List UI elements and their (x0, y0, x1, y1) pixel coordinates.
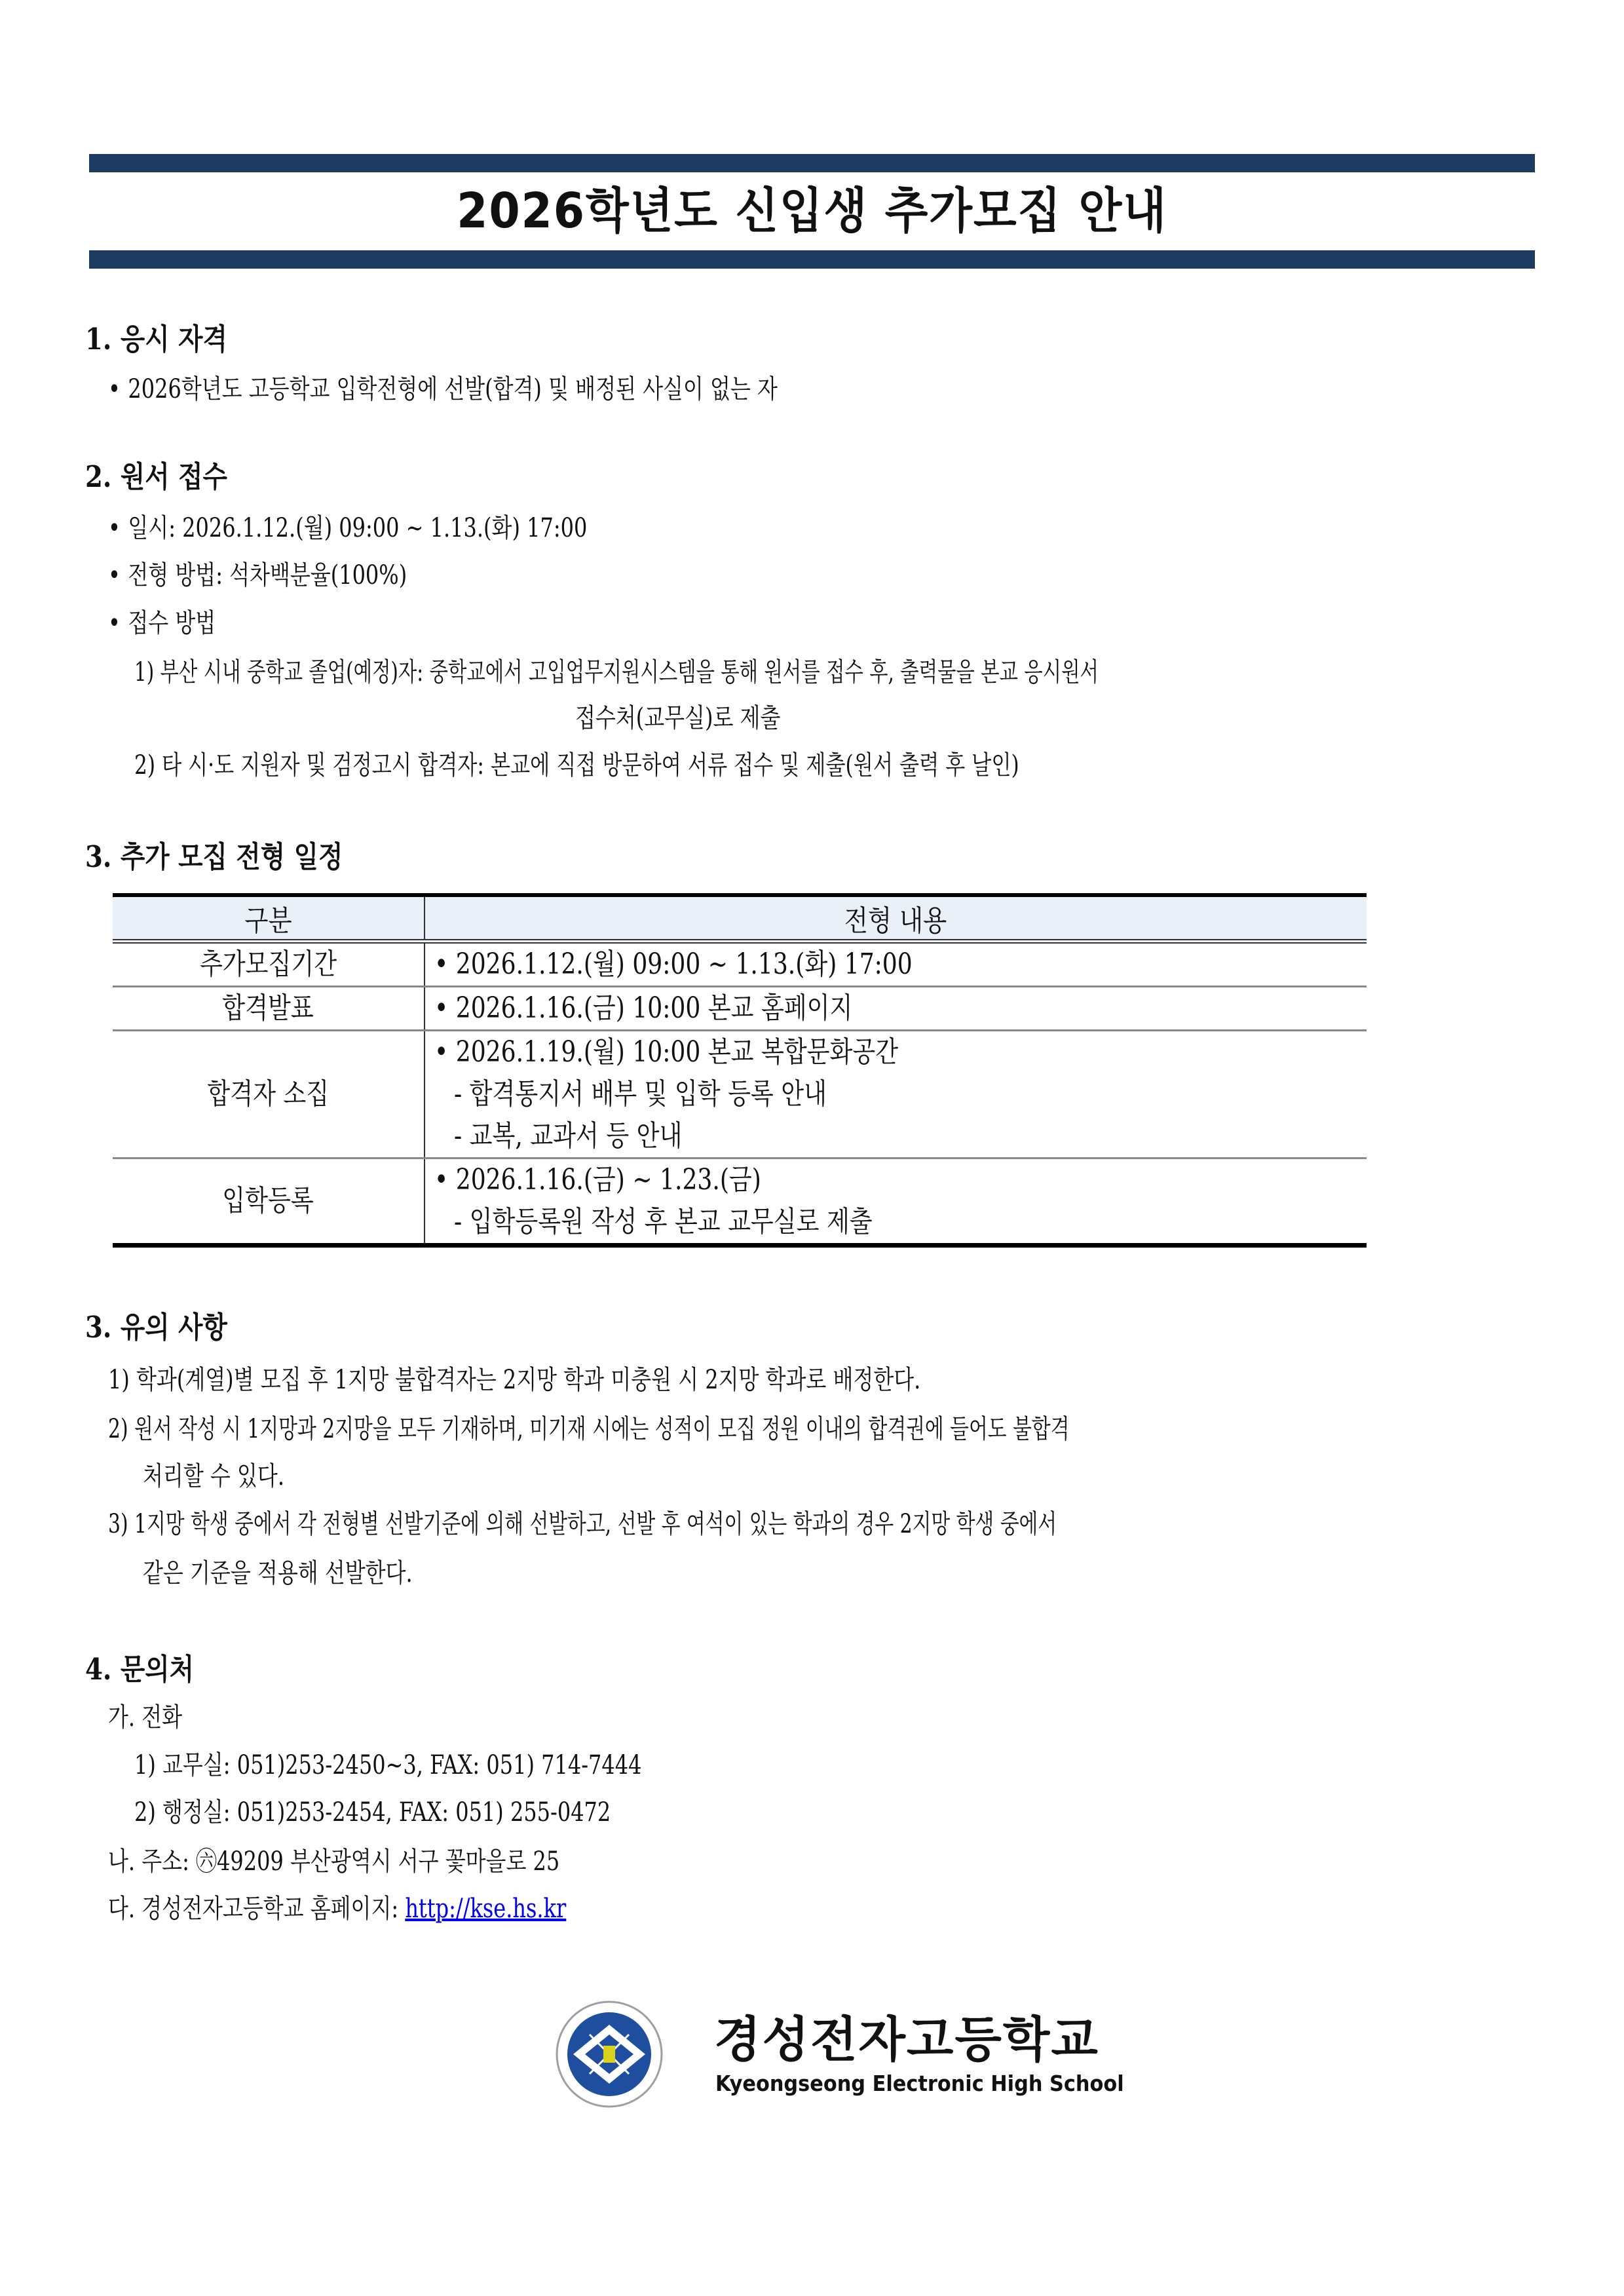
note-item-2: 2) 원서 작성 시 1지망과 2지망을 모두 기재하며, 미기재 시에는 성적이 모집 정원 이내의 합격권에 들어도 불합격 (108, 1414, 1070, 1444)
note-item-1: 1) 학과(계열)별 모집 후 1지망 불합격자는 2지망 학과 미충원 시 2지망 학과로 배정한다. (108, 1365, 921, 1395)
table-header-content: 전형 내용 (425, 895, 1367, 942)
row-content: • 2026.1.12.(월) 09:00 ~ 1.13.(화) 17:00 (434, 947, 913, 981)
note-item-2-cont: 처리할 수 있다. (143, 1461, 284, 1491)
table-row (113, 1158, 1367, 1246)
table-row (113, 1031, 1367, 1158)
row-label: 입학등록 (113, 1158, 425, 1246)
homepage-line (108, 1892, 566, 1926)
phone-academic-office: 1) 교무실: 051)253-2450~3, FAX: 051) 714-7444 (134, 1750, 642, 1780)
table-row (113, 987, 1367, 1031)
schedule-table (113, 893, 1367, 1248)
homepage-label: 다. 경성전자고등학교 홈페이지: (108, 1894, 406, 1924)
title-bottom-bar (89, 250, 1535, 269)
homepage-link[interactable]: http://kse.hs.kr (405, 1894, 567, 1924)
submission-method-1: 1) 부산 시내 중학교 졸업(예정)자: 중학교에서 고입업무지원시스템을 통해 원서를 접수 후, 출력물을 본교 응시원서 (134, 657, 1099, 687)
row-content: • 2026.1.16.(금) 10:00 본교 홈페이지 (434, 991, 853, 1025)
eligibility-item: • 2026학년도 고등학교 입학전형에 선발(합격) 및 배정된 사실이 없는 자 (108, 372, 778, 406)
row-label: 합격자 소집 (113, 1031, 425, 1158)
phone-admin-office: 2) 행정실: 051)253-2454, FAX: 051) 255-0472 (134, 1797, 611, 1827)
address: 나. 주소: ㊅49209 부산광역시 서구 꽃마을로 25 (108, 1846, 560, 1877)
section-heading-contact: 4. 문의처 (85, 1652, 195, 1687)
row-content: • 2026.1.16.(금) ~ 1.23.(금) - 입학등록원 작성 후 본교 교무실로 제출 (434, 1163, 873, 1238)
title-top-bar (89, 154, 1535, 172)
note-item-3-cont: 같은 기준을 적용해 선발한다. (143, 1558, 413, 1588)
row-label: 합격발표 (113, 987, 425, 1031)
submission-method-1-cont: 접수처(교무실)로 제출 (575, 703, 781, 733)
table-header-category: 구분 (113, 895, 425, 942)
school-emblem-icon (554, 1999, 665, 2110)
school-name-english: Kyeongseong Electronic High School (715, 2071, 1124, 2096)
section-heading-application: 2. 원서 접수 (85, 459, 227, 494)
row-content: • 2026.1.19.(월) 10:00 본교 복합문화공간 - 합격통지서 배부 및 입학 등록 안내 - 교복, 교과서 등 안내 (434, 1035, 899, 1153)
school-name-korean: 경성전자고등학교 (714, 2012, 1099, 2068)
submission-method-label: • 접수 방법 (108, 606, 216, 640)
submission-method-2: 2) 타 시·도 지원자 및 검정고시 합격자: 본교에 직접 방문하여 서류 접수 및 제출(원서 출력 후 날인) (134, 750, 1019, 780)
section-heading-notes: 3. 유의 사항 (85, 1310, 227, 1345)
row-label: 추가모집기간 (113, 942, 425, 987)
selection-method: • 전형 방법: 석차백분율(100%) (108, 558, 407, 592)
application-schedule: • 일시: 2026.1.12.(월) 09:00 ~ 1.13.(화) 17:00 (108, 511, 587, 545)
table-row (113, 942, 1367, 987)
page-title: 2026학년도 신입생 추가모집 안내 (457, 183, 1167, 239)
section-heading-schedule: 3. 추가 모집 전형 일정 (85, 839, 343, 874)
table-header-row (113, 895, 1367, 942)
phone-label: 가. 전화 (108, 1702, 183, 1732)
section-heading-eligibility: 1. 응시 자격 (85, 322, 227, 356)
note-item-3: 3) 1지망 학생 중에서 각 전형별 선발기준에 의해 선발하고, 선발 후 여석이 있는 학과의 경우 2지망 학생 중에서 (108, 1509, 1057, 1539)
